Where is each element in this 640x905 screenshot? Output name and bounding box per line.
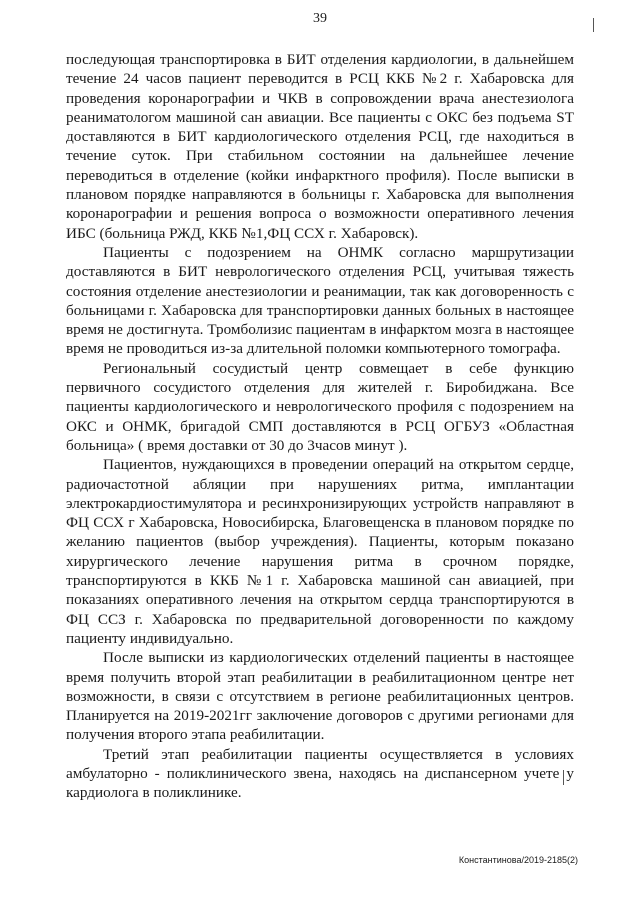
document-body [66,50,574,803]
paragraph-6: Третий этап реабилитации пациенты осуществляется в условиях амбулаторно - поликлинического звена, находясь на диспансерном учете у кардиолога в поликлинике. [66,745,574,802]
paragraph-2: Пациенты с подозрением на ОНМК согласно маршрутизации доставляются в БИТ неврологического отделения РСЦ, учитывая тяжесть состояния отделение анестезиологии и реанимации, так как договоренность с больницами г. Хабаровска для транспортировки данных больных в настоящее время не достигнута. Тромболизис пациентам в инфарктом мозга в настоящее время не проводиться из-за длительной поломки компьютерного томографа. [66,243,574,358]
scan-mark-top [593,18,594,32]
paragraph-4: Пациентов, нуждающихся в проведении операций на открытом сердце, радиочастотной абляции при нарушениях ритма, имплантации электрокардиостимулятора и ресинхронизирующих устройств направляют в ФЦ ССХ г Хабаровска, Новосибирска, Благовещенска в плановом порядке по желанию пациентов (выбор учреждения). Пациенты, которым показано хирургического лечение нарушения ритма в срочном порядке, транспортируются в ККБ №1 г. Хабаровска машиной сан авиацией, при показаниях оперативного лечения на открытом сердца транспортируются в ФЦ ССЗ г. Хабаровска по предварительной договоренности по каждому пациенту индивидуально. [66,456,574,647]
page-number: 39 [313,11,327,26]
paragraph-5: После выписки из кардиологических отделений пациенты в настоящее время получить второй этап реабилитации в реабилитационном центре нет возможности, в связи с отсутствием в регионе реабилитационных центров. Планируется на 2019-2021гг заключение договоров с другими регионами для получения второго этапа реабилитации. [66,649,574,744]
paragraph-1: последующая транспортировка в БИТ отделения кардиологии, в дальнейшем течение 24 часов пациент переводится в РСЦ ККБ №2 г. Хабаровска для проведения коронарографии и ЧКВ в сопровождении врача анестезиолога реаниматологом машиной сан авиации. Все пациенты с ОКС без подъема ST доставляются в БИТ кардиологического отделения РСЦ, где находиться в течение суток. При стабильном состоянии на дальнейшее лечение переводиться в отделение (койки инфарктного профиля). После выписки в плановом порядке направляются в больницы г. Хабаровска для выполнения коронарографии и решения вопроса о возможности оперативного лечения ИБС (больница РЖД, ККБ №1,ФЦ ССХ г. Хабаровск). [66,51,574,242]
footer-code: Константинова/2019-2185(2) [458,855,578,865]
paragraph-3: Региональный сосудистый центр совмещает в себе функцию первичного сосудистого отделения для жителей г. Биробиджана. Все пациенты кардиологического и неврологического профиля с подозрением на ОКС и ОНМК, бригадой СМП доставляются в РСЦ ОГБУЗ «Областная больница» ( время доставки от 30 до 3часов минут ). [66,359,574,454]
